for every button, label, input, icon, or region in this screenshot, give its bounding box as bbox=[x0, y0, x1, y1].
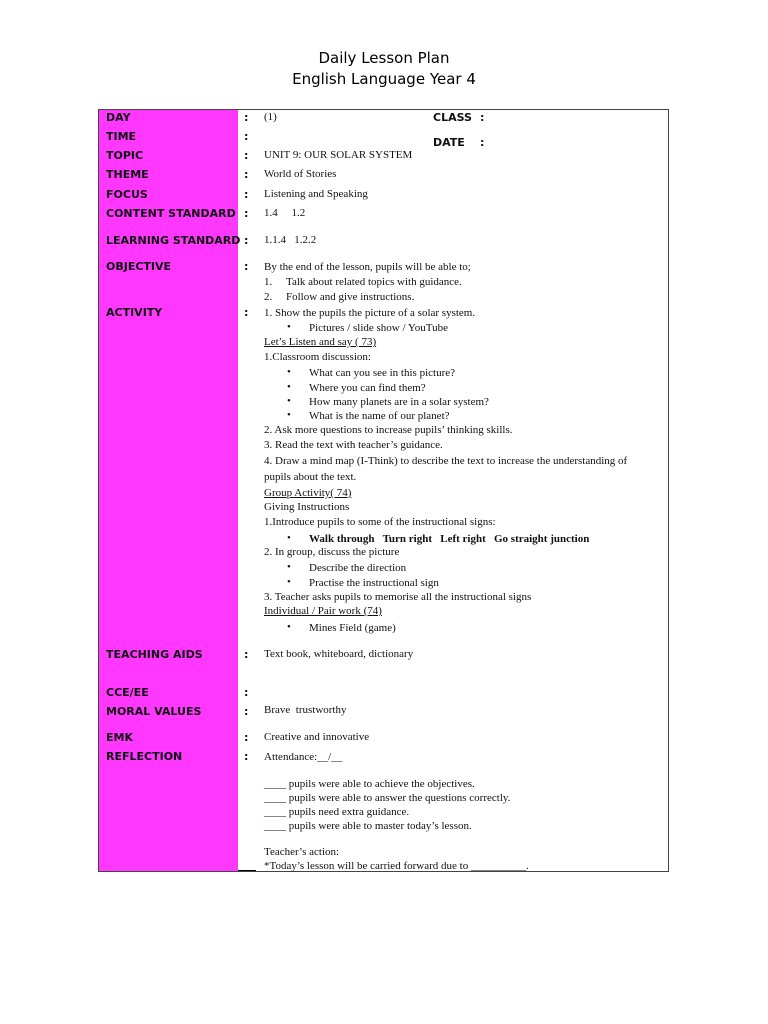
activity-line-2: 1.Classroom discussion: bbox=[264, 351, 371, 363]
objective-intro: By the end of the lesson, pupils will be able to; bbox=[264, 261, 471, 273]
label-theme: THEME bbox=[106, 168, 149, 181]
question-2: Where you can find them? bbox=[309, 382, 426, 394]
bullet-icon: • bbox=[287, 395, 291, 407]
colon-day: : bbox=[244, 111, 249, 124]
colon-teaching-aids: : bbox=[244, 648, 249, 661]
bullet-icon: • bbox=[287, 321, 291, 333]
objective-item-1: Talk about related topics with guidance. bbox=[286, 276, 462, 288]
activity-line-1: 1. Show the pupils the picture of a solar system. bbox=[264, 307, 476, 319]
reflection-line-4: ____ pupils were able to master today’s lesson. bbox=[264, 820, 472, 832]
colon-emk: : bbox=[244, 731, 249, 744]
reflection-attendance: Attendance:__/__ bbox=[264, 751, 343, 763]
lesson-plan-table bbox=[98, 109, 669, 872]
instructional-signs: Walk through Turn right Left right Go straight junction bbox=[309, 533, 590, 545]
bullet-icon: • bbox=[287, 532, 291, 544]
colon-theme: : bbox=[244, 168, 249, 181]
page-subtitle: English Language Year 4 bbox=[292, 70, 476, 88]
activity-line-3: 2. Ask more questions to increase pupils’ thinking skills. bbox=[264, 424, 513, 436]
value-emk: Creative and innovative bbox=[264, 731, 370, 743]
label-reflection: REFLECTION bbox=[106, 750, 183, 763]
value-topic: UNIT 9: OUR SOLAR SYSTEM bbox=[264, 149, 413, 161]
objective-item-2: Follow and give instructions. bbox=[286, 291, 415, 303]
reflection-line-3: ____ pupils need extra guidance. bbox=[264, 806, 410, 818]
value-theme: World of Stories bbox=[264, 168, 337, 180]
value-day: (1) bbox=[264, 111, 277, 123]
activity-heading-group: Group Activity( 74) bbox=[264, 487, 352, 499]
value-learning-standard: 1.1.4 1.2.2 bbox=[264, 234, 317, 246]
label-objective: OBJECTIVE bbox=[106, 260, 172, 273]
question-1: What can you see in this picture? bbox=[309, 367, 456, 379]
label-time: TIME bbox=[106, 130, 137, 143]
colon-content-standard: : bbox=[244, 207, 249, 220]
bullet-icon: • bbox=[287, 576, 291, 588]
reflection-line-1: ____ pupils were able to achieve the objectives. bbox=[264, 778, 475, 790]
label-cce-ee: CCE/EE bbox=[106, 686, 149, 699]
label-day: DAY bbox=[106, 111, 131, 124]
value-focus: Listening and Speaking bbox=[264, 188, 368, 200]
bullet-icon: • bbox=[287, 409, 291, 421]
colon-learning-standard: : bbox=[244, 234, 249, 247]
pair-bullet: Mines Field (game) bbox=[309, 622, 396, 634]
activity-line-4: 3. Read the text with teacher’s guidance. bbox=[264, 439, 443, 451]
label-date: DATE bbox=[433, 136, 465, 149]
colon-reflection: : bbox=[244, 750, 249, 763]
value-moral-values: Brave trustworthy bbox=[264, 704, 347, 716]
label-activity: ACTIVITY bbox=[106, 306, 163, 319]
teacher-action-label: Teacher’s action: bbox=[264, 846, 340, 858]
colon-activity: : bbox=[244, 306, 249, 319]
bullet-icon: • bbox=[287, 561, 291, 573]
activity-line-6: Giving Instructions bbox=[264, 501, 350, 513]
objective-num-2: 2. bbox=[264, 291, 273, 303]
label-emk: EMK bbox=[106, 731, 133, 744]
divider bbox=[238, 870, 256, 871]
label-teaching-aids: TEACHING AIDS bbox=[106, 648, 203, 661]
colon-cce-ee: : bbox=[244, 686, 249, 699]
bullet-icon: • bbox=[287, 366, 291, 378]
bullet-icon: • bbox=[287, 621, 291, 633]
activity-line-7: 1.Introduce pupils to some of the instructional signs: bbox=[264, 516, 496, 528]
colon-moral-values: : bbox=[244, 705, 249, 718]
objective-num-1: 1. bbox=[264, 276, 273, 288]
bullet-icon: • bbox=[287, 381, 291, 393]
group-bullet-2: Practise the instructional sign bbox=[309, 577, 439, 589]
colon-class: : bbox=[480, 111, 485, 124]
activity-line-5b: pupils about the text. bbox=[264, 471, 357, 483]
activity-bullet-media: Pictures / slide show / YouTube bbox=[309, 322, 448, 334]
colon-date: : bbox=[480, 136, 485, 149]
question-3: How many planets are in a solar system? bbox=[309, 396, 489, 408]
activity-line-8: 2. In group, discuss the picture bbox=[264, 546, 400, 558]
label-topic: TOPIC bbox=[106, 149, 144, 162]
colon-focus: : bbox=[244, 188, 249, 201]
value-content-standard: 1.4 1.2 bbox=[264, 207, 306, 219]
teacher-action-text: *Today’s lesson will be carried forward due to __________. bbox=[264, 860, 529, 872]
reflection-line-2: ____ pupils were able to answer the questions correctly. bbox=[264, 792, 511, 804]
group-bullet-1: Describe the direction bbox=[309, 562, 407, 574]
activity-line-9: 3. Teacher asks pupils to memorise all the instructional signs bbox=[264, 591, 532, 603]
activity-heading-listen: Let’s Listen and say ( 73) bbox=[264, 336, 377, 348]
value-teaching-aids: Text book, whiteboard, dictionary bbox=[264, 648, 414, 660]
label-content-standard: CONTENT STANDARD bbox=[106, 207, 236, 220]
activity-heading-pair: Individual / Pair work (74) bbox=[264, 605, 382, 617]
page-title: Daily Lesson Plan bbox=[318, 49, 450, 67]
question-4: What is the name of our planet? bbox=[309, 410, 450, 422]
label-moral-values: MORAL VALUES bbox=[106, 705, 202, 718]
colon-time: : bbox=[244, 130, 249, 143]
label-class: CLASS bbox=[433, 111, 472, 124]
label-focus: FOCUS bbox=[106, 188, 148, 201]
activity-line-5a: 4. Draw a mind map (I-Think) to describe the text to increase the understanding of bbox=[264, 455, 628, 467]
colon-topic: : bbox=[244, 149, 249, 162]
colon-objective: : bbox=[244, 260, 249, 273]
label-learning-standard: LEARNING STANDARD bbox=[106, 234, 241, 247]
